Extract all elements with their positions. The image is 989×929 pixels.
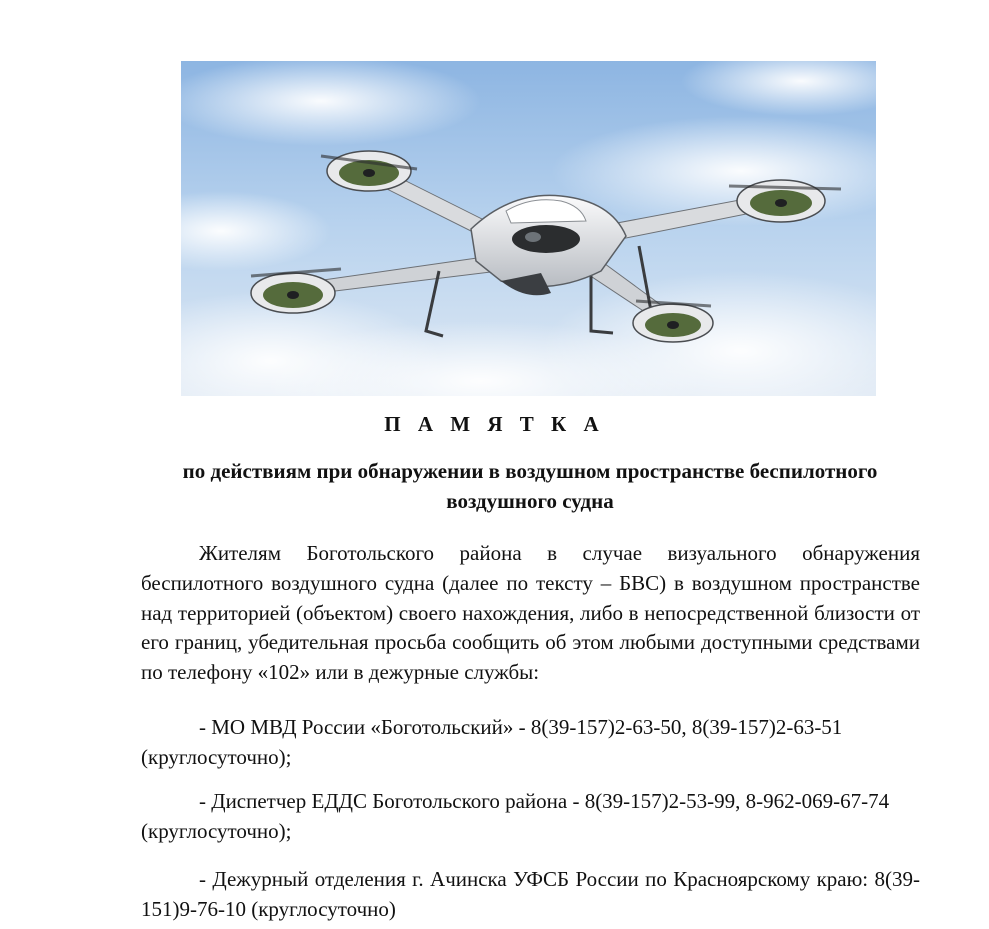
intro-paragraph: Жителям Боготольского района в случае визуального обнаружения беспилотного воздушного судна (далее по тексту – БВС) в воздушном пространстве над территорией (объектом) своего нахождения, либо в непосредственной близости от его границ, убедительная просьба сообщить об этом любыми доступными средствами по телефону «102» или в дежурные службы: [141,541,920,685]
contact-mvd: - МО МВД России «Боготольский» - 8(39-157)2-63-50, 8(39-157)2-63-51 (круглосуточно); [141,715,843,769]
contact-edds: - Диспетчер ЕДДС Боготольского района - 8(39-157)2-53-99, 8-962-069-67-74 (круглосуточно); [141,789,890,843]
drone-photo [181,61,876,396]
contact-fsb: - Дежурный отделения г. Ачинска УФСБ России по Красноярскому краю: 8(39-151)9-76-10 (круглосуточно) [141,867,920,921]
memo-title: П А М Я Т К А [384,412,605,436]
memo-subtitle: по действиям при обнаружении в воздушном пространстве беспилотного воздушного судна [182,459,878,513]
drone-illustration [181,61,876,396]
